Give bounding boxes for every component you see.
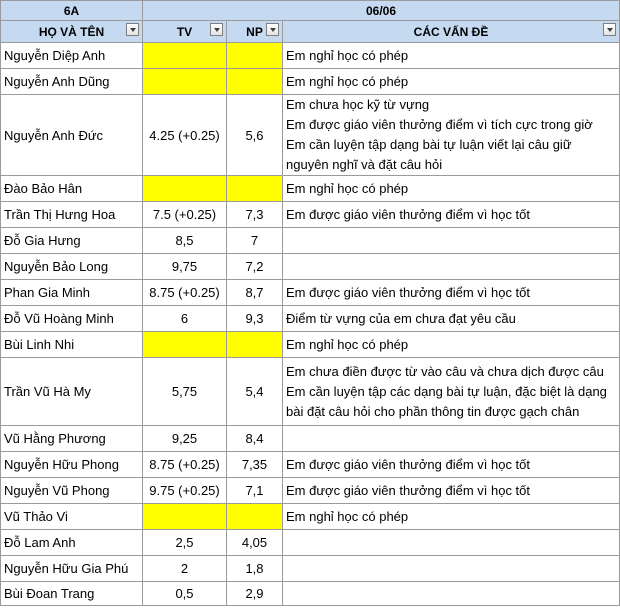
table-row: [1, 43, 620, 69]
tv-score-cell[interactable]: 9,25: [143, 426, 227, 452]
student-name-cell[interactable]: Nguyễn Vũ Phong: [1, 478, 143, 504]
table-row: [1, 69, 620, 95]
table-row: [1, 254, 620, 280]
table-row: [1, 202, 620, 228]
filter-dropdown-icon[interactable]: [126, 23, 139, 36]
issue-note-line: Em nghỉ học có phép: [286, 73, 409, 89]
issue-note-line: nguyên nghĩ và đặt câu hỏi: [286, 157, 443, 172]
table-row: [1, 95, 620, 176]
header-row-top: [1, 1, 620, 21]
table-row: [1, 556, 620, 582]
issues-cell[interactable]: [283, 358, 620, 426]
issues-cell[interactable]: [283, 176, 620, 202]
issue-note-line: Em cần luyện tập các dạng bài tự luận, đặc biệt là dạng: [286, 383, 607, 399]
tv-score-cell[interactable]: [143, 176, 227, 202]
np-score-cell[interactable]: [227, 176, 283, 202]
tv-score-cell[interactable]: [143, 504, 227, 530]
student-name-cell[interactable]: Vũ Hằng Phương: [1, 426, 143, 452]
issue-note-line: Em được giáo viên thưởng điểm vì học tốt: [286, 456, 531, 472]
issues-cell[interactable]: [283, 478, 620, 504]
np-score-cell[interactable]: 7,2: [227, 254, 283, 280]
table-row: [1, 452, 620, 478]
tv-score-cell[interactable]: 8.75 (+0.25): [143, 280, 227, 306]
tv-score-cell[interactable]: 9.75 (+0.25): [143, 478, 227, 504]
np-score-cell[interactable]: 8,4: [227, 426, 283, 452]
issue-note-line: Em nghỉ học có phép: [286, 508, 409, 524]
tv-score-cell[interactable]: 6: [143, 306, 227, 332]
filter-dropdown-icon[interactable]: [210, 23, 223, 36]
np-score-cell[interactable]: 5,4: [227, 358, 283, 426]
issue-note-line: Em nghỉ học có phép: [286, 180, 409, 196]
filter-dropdown-icon[interactable]: [603, 23, 616, 36]
issues-cell[interactable]: [283, 332, 620, 358]
np-score-cell[interactable]: 7,35: [227, 452, 283, 478]
issues-cell[interactable]: [283, 69, 620, 95]
student-name-cell[interactable]: Đỗ Vũ Hoàng Minh: [1, 306, 143, 332]
student-name-cell[interactable]: Nguyễn Diệp Anh: [1, 43, 143, 69]
student-name-cell[interactable]: Nguyễn Anh Dũng: [1, 69, 143, 95]
table-row: [1, 582, 620, 606]
student-name-cell[interactable]: Đỗ Lam Anh: [1, 530, 143, 556]
issue-note-line: Em chưa học kỹ từ vựng: [286, 97, 430, 112]
table-row: [1, 176, 620, 202]
np-score-cell[interactable]: 7: [227, 228, 283, 254]
student-name-cell[interactable]: Nguyễn Hữu Phong: [1, 452, 143, 478]
student-name-cell[interactable]: Nguyễn Hữu Gia Phú: [1, 556, 143, 582]
tv-score-cell[interactable]: [143, 69, 227, 95]
np-score-cell[interactable]: [227, 69, 283, 95]
np-score-cell[interactable]: 7,3: [227, 202, 283, 228]
issue-note-line: Em nghỉ học có phép: [286, 47, 409, 63]
issues-cell[interactable]: [283, 556, 620, 582]
tv-score-cell[interactable]: [143, 332, 227, 358]
tv-score-cell[interactable]: 8.75 (+0.25): [143, 452, 227, 478]
np-score-cell[interactable]: 9,3: [227, 306, 283, 332]
student-name-cell[interactable]: Bùi Linh Nhi: [1, 332, 143, 358]
np-score-cell[interactable]: 8,7: [227, 280, 283, 306]
table-row: [1, 358, 620, 426]
table-row: [1, 426, 620, 452]
issue-note-line: Em được giáo viên thưởng điểm vì tích cực trong giờ: [286, 117, 593, 132]
np-score-cell[interactable]: [227, 43, 283, 69]
issue-note-line: Em được giáo viên thưởng điểm vì học tốt: [286, 284, 531, 300]
student-name-cell[interactable]: Phan Gia Minh: [1, 280, 143, 306]
header-row-columns: [1, 21, 620, 43]
issues-cell[interactable]: [283, 95, 620, 176]
tv-score-cell[interactable]: 2,5: [143, 530, 227, 556]
issues-cell[interactable]: [283, 254, 620, 280]
issue-note-line: Điểm từ vựng của em chưa đạt yêu cầu: [286, 310, 516, 326]
class-name-cell[interactable]: 6A: [1, 1, 143, 21]
column-header-np-label: NP: [246, 24, 263, 39]
column-header-tv[interactable]: [143, 21, 227, 43]
issue-note-line: Em chưa điền được từ vào câu và chưa dịch được câu: [286, 363, 604, 379]
issues-cell[interactable]: [283, 452, 620, 478]
column-header-tv-label: TV: [176, 24, 193, 39]
tv-score-cell[interactable]: [143, 43, 227, 69]
issues-cell[interactable]: [283, 426, 620, 452]
student-name-cell[interactable]: Nguyễn Bảo Long: [1, 254, 143, 280]
tv-score-cell[interactable]: 5,75: [143, 358, 227, 426]
np-score-cell[interactable]: 5,6: [227, 95, 283, 176]
tv-score-cell[interactable]: 4.25 (+0.25): [143, 95, 227, 176]
np-score-cell[interactable]: 7,1: [227, 478, 283, 504]
issues-cell[interactable]: [283, 530, 620, 556]
table-body: [1, 1, 620, 606]
tv-score-cell[interactable]: 9,75: [143, 254, 227, 280]
student-name-cell[interactable]: Đào Bảo Hân: [1, 176, 143, 202]
issue-note-line: Em được giáo viên thưởng điểm vì học tốt: [286, 482, 531, 498]
issues-cell[interactable]: [283, 228, 620, 254]
issue-note-line: Em được giáo viên thưởng điểm vì học tốt: [286, 206, 531, 222]
issue-note-line: Em cần luyện tập dạng bài tự luận viết lại câu giữ: [286, 137, 572, 152]
issues-cell[interactable]: [283, 306, 620, 332]
issues-cell[interactable]: [283, 43, 620, 69]
tv-score-cell[interactable]: 2: [143, 556, 227, 582]
issue-note-line: Em nghỉ học có phép: [286, 336, 409, 352]
student-name-cell[interactable]: Nguyễn Anh Đức: [1, 95, 143, 176]
table-row: [1, 530, 620, 556]
tv-score-cell[interactable]: 8,5: [143, 228, 227, 254]
student-name-cell[interactable]: Bùi Đoan Trang: [1, 582, 143, 606]
student-name-cell[interactable]: Đỗ Gia Hưng: [1, 228, 143, 254]
tv-score-cell[interactable]: 7.5 (+0.25): [143, 202, 227, 228]
column-header-issues[interactable]: [283, 21, 620, 43]
table-row: [1, 228, 620, 254]
np-score-cell[interactable]: 4,05: [227, 530, 283, 556]
column-header-name-label: HỌ VÀ TÊN: [38, 24, 105, 39]
np-score-cell[interactable]: [227, 504, 283, 530]
table-row: [1, 306, 620, 332]
column-header-name[interactable]: [1, 21, 143, 43]
issues-cell[interactable]: [283, 280, 620, 306]
issues-cell[interactable]: [283, 202, 620, 228]
student-name-cell[interactable]: Trần Thị Hưng Hoa: [1, 202, 143, 228]
date-cell[interactable]: 06/06: [143, 1, 620, 21]
tv-score-cell[interactable]: 0,5: [143, 582, 227, 606]
np-score-cell[interactable]: 2,9: [227, 582, 283, 606]
table-row: [1, 504, 620, 530]
np-score-cell[interactable]: [227, 332, 283, 358]
column-header-np[interactable]: [227, 21, 283, 43]
student-name-cell[interactable]: Vũ Thảo Vi: [1, 504, 143, 530]
issues-cell[interactable]: [283, 582, 620, 606]
student-name-cell[interactable]: Trần Vũ Hà My: [1, 358, 143, 426]
table-row: [1, 478, 620, 504]
issues-cell[interactable]: [283, 504, 620, 530]
table-row: [1, 280, 620, 306]
filter-dropdown-icon[interactable]: [266, 23, 279, 36]
issue-note-line: bài đặt câu hỏi cho phần thông tin được gạch chân: [286, 403, 580, 419]
np-score-cell[interactable]: 1,8: [227, 556, 283, 582]
column-header-issues-label: CÁC VẤN ĐỀ: [413, 24, 489, 39]
table-row: [1, 332, 620, 358]
